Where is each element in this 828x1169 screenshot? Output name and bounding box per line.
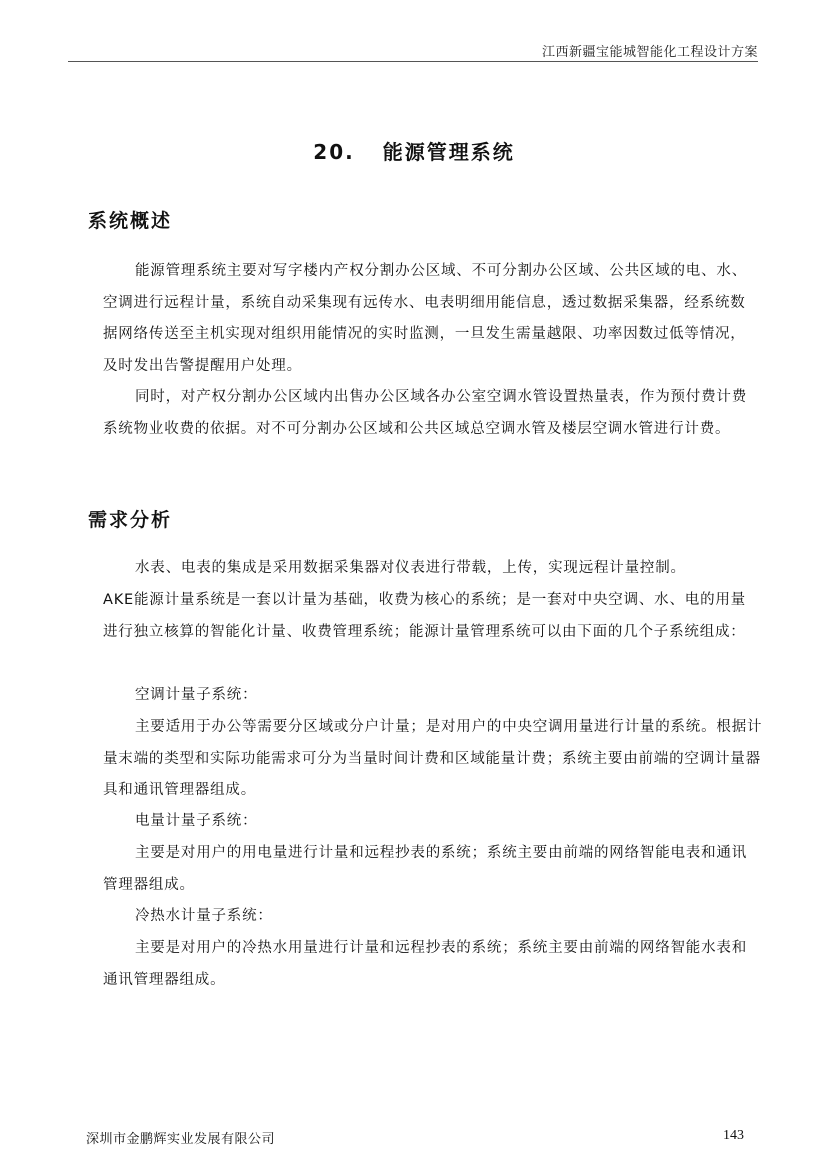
paragraph: 能源管理系统主要对写字楼内产权分割办公区域、不可分割办公区域、公共区域的电、水、空调进行远程计量，系统自动采集现有远传水、电表明细用能信息，透过数据采集器，经系统数据网络传送至主机实现对组织用能情况的实时监测，一旦发生需量越限、功率因数过低等情况，及时发出告警提醒用户处理。 <box>103 263 747 374</box>
subsystem-label: 冷热水计量子系统： <box>135 908 273 924</box>
paragraph: 主要适用于办公等需要分区域或分户计量；是对用户的中央空调用量进行计量的系统。根据计量末端的类型和实际功能需求可分为当量时间计费和区域能量计费；系统主要由前端的空调计量器具和通讯管理器组成。 <box>103 719 763 798</box>
chapter-title <box>0 136 828 165</box>
paragraph: 水表、电表的集成是采用数据采集器对仪表进行带载，上传，实现远程计量控制。 <box>135 560 686 576</box>
section-heading-requirements: 需求分析 <box>88 509 173 531</box>
running-header: 江西新疆宝能城智能化工程设计方案 <box>541 45 758 60</box>
subsystem-label: 空调计量子系统： <box>135 687 258 703</box>
footer-company: 深圳市金鹏辉实业发展有限公司 <box>86 1132 276 1147</box>
section-heading-overview: 系统概述 <box>88 210 173 232</box>
subsystem-label: 电量计量子系统： <box>135 813 258 829</box>
paragraph: 同时，对产权分割办公区域内出售办公区域各办公室空调水管设置热量表，作为预付费计费系统物业收费的依据。对不可分割办公区域和公共区域总空调水管及楼层空调水管进行计费。 <box>103 389 747 437</box>
paragraph: 主要是对用户的用电量进行计量和远程抄表的系统；系统主要由前端的网络智能电表和通讯管理器组成。 <box>103 845 747 893</box>
header-rule <box>68 61 758 62</box>
paragraph: 主要是对用户的冷热水用量进行计量和远程抄表的系统；系统主要由前端的网络智能水表和通讯管理器组成。 <box>103 940 747 988</box>
chapter-number: 20. <box>313 140 355 164</box>
page-number: 143 <box>723 1128 744 1143</box>
chapter-title-text: 能源管理系统 <box>382 140 515 164</box>
paragraph: AKE能源计量系统是一套以计量为基础，收费为核心的系统；是一套对中央空调、水、电的用量进行独立核算的智能化计量、收费管理系统；能源计量管理系统可以由下面的几个子系统组成： <box>103 592 746 640</box>
